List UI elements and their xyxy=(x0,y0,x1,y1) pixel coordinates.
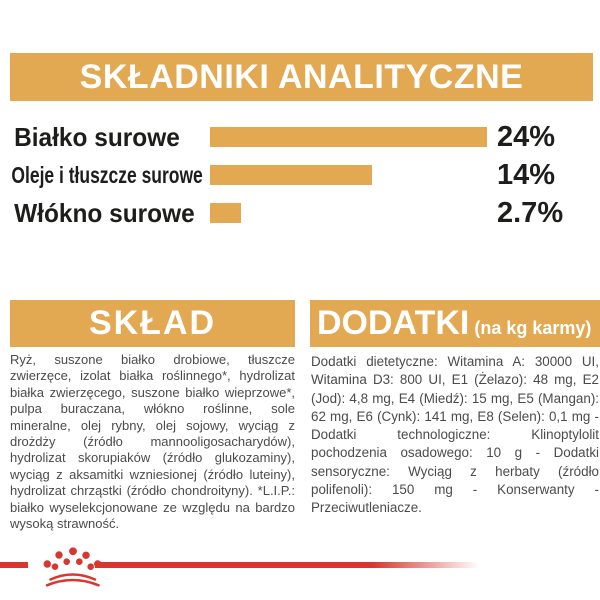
chart-category-label: Włókno surowe xyxy=(14,197,195,228)
additives-title: DODATKI xyxy=(317,304,470,342)
bar-track xyxy=(210,203,487,223)
bar-value: 24% xyxy=(497,120,556,153)
additives-title-bar xyxy=(310,300,600,347)
bar-track xyxy=(210,127,487,147)
bar-track xyxy=(210,165,487,185)
analytical-constituents-chart xyxy=(0,118,600,232)
chart-row xyxy=(0,194,600,232)
composition-title-bar: SKŁAD xyxy=(10,300,295,347)
composition-text: Ryż, suszone białko drobiowe, tłuszcze zwierzęce, izolat białka roślinnego*, hydrolizat białka zwierzęcego, suszone białko wieprzowe*, pulpa buraczana, włókno roślinne, sole mineralne, olej rybny, olej sojowy, wyciąg z drożdży (źródło mannooligosacharydów), hydrolizat skorupiaków (źródło glukozaminy), wyciąg z aksamitki wzniesionej (źródło luteiny), hydrolizat chrząstki (źródło chondroityny). *L.I.P.: białko wyselekcjonowane ze względu na bardzo wysoką strawność. xyxy=(10,352,295,532)
analytical-constituents-title-bar: SKŁADNIKI ANALITYCZNE xyxy=(10,53,593,101)
bar-crude-fibre xyxy=(210,203,241,223)
royal-canin-crown-logo xyxy=(39,545,105,588)
red-divider-line-left xyxy=(0,562,28,568)
bar-crude-oils-fats xyxy=(210,165,372,185)
additives-title-suffix: (na kg karmy) xyxy=(474,318,592,338)
chart-category-label: Oleje i tłuszcze surowe xyxy=(11,161,203,188)
bar-value: 2.7% xyxy=(497,196,564,229)
red-divider-line-right xyxy=(95,562,480,568)
chart-row xyxy=(0,118,600,156)
chart-row xyxy=(0,156,600,194)
additives-text: Dodatki dietetyczne: Witamina A: 30000 UI, Witamina D3: 800 UI, E1 (Żelazo): 48 mg, E2 (Jod): 4,8 mg, E4 (Miedź): 15 mg, E5 (Mangan): 62 mg, E6 (Cynk): 141 mg, E8 (Selen): 0,1 mg - Dodatki technologiczne: Klinoptylolit pochodzenia osadowego: 10 g - Dodatki sensoryczne: Wyciąg z herbaty (źródło polifenoli): 150 mg - Konserwanty - Przeciwutleniacze. xyxy=(311,354,599,516)
bar-value: 14% xyxy=(497,158,556,191)
bar-crude-protein xyxy=(210,127,487,147)
chart-category-label: Białko surowe xyxy=(14,121,180,152)
